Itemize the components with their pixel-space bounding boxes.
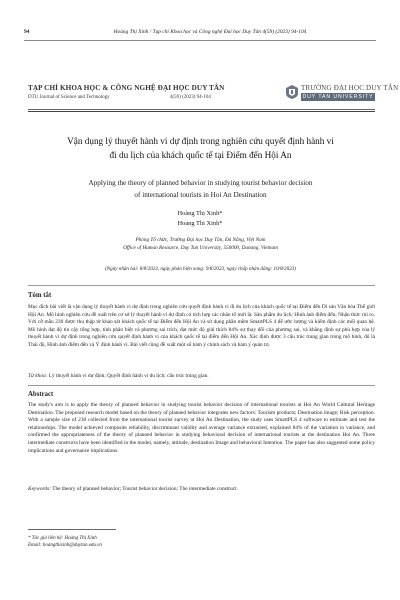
- tomtat-heading: Tóm tắt: [28, 292, 52, 299]
- affiliation-en: Office of Human Resource, Duy Tan University, 550000, Danang, Vietnam: [123, 245, 278, 251]
- title-en-line-2: of international tourists in Hoi An Destination: [134, 190, 267, 199]
- journal-volume: 4(59) (2023) 94-104: [170, 95, 211, 100]
- university-emblem-icon: [286, 85, 298, 99]
- logo-text-vi: TRƯỜNG ĐẠI HỌC DUY TÂN: [301, 84, 399, 92]
- author-name: Hoàng Thị Xinh*: [177, 210, 223, 217]
- footnote: [28, 535, 228, 549]
- keywords-label: Keywords:: [28, 486, 51, 492]
- header-rule: [28, 109, 375, 110]
- title-vi-line-2: đi du lịch của khách quốc tế tại Điểm đến Hội An: [109, 150, 292, 160]
- abstract-text: The study's aim is to apply the theory of planned behavior in studying tourist behavior decision of international tourists at Hoi An World Cultural Heritage Destination. The proposed research model based on the theory of planned behavior integrates new factors: Tourism products; Destination image; Risk perception. With a sample size of 230 collected from the international tourist survey at Hoi An Destination, the study uses SmartPLS 4 software to estimate and test the relationships. The model achieved composite reliability, discriminant validity and average variance extracted, explained 84% of the variation in variance, and confirmed the appropriateness of the theory of planned behavior in studying behavioral decision of international tourists at the destination Hoi An. Three intermediate constructs have been identified in the model, namely, attitude, destination Image and behavioral Intention. The paper has also suggested some policy implications and governance implications.: [28, 402, 375, 454]
- abstract-keywords: [28, 486, 375, 494]
- logo-text-en: DUY TAN UNIVERSITY: [302, 94, 374, 100]
- keywords-label: Từ khóa:: [28, 373, 48, 379]
- article-title-en: [48, 178, 353, 201]
- title-en-line-1: Applying the theory of planned behavior in studying tourist behavior decision: [88, 179, 313, 187]
- running-header-text: Hoàng Thị Xinh / Tạp chí Khoa học và Công nghệ Đại học Duy Tân 4(59) (2023) 94-104: [113, 29, 307, 35]
- article-title-vi: [44, 134, 357, 162]
- affiliation-vi: Phòng Tổ chức, Trường Đại học Duy Tân, Đà Nẵng, Việt Nam: [135, 237, 266, 243]
- page-number: 94: [24, 29, 30, 35]
- author-name: Hoang Thi Xinh*: [177, 219, 223, 227]
- title-vi-line-1: Vận dụng lý thuyết hành vi dự định trong nghiên cứu quyết định hành vi: [67, 136, 334, 146]
- journal-name-en: DTU Journal of Science and Technology: [28, 95, 110, 100]
- keywords-value: Lý thuyết hành vi dự định; Quyết định hành vi du lịch; cấu trúc trung gian.: [48, 373, 209, 379]
- article-dates: (Ngày nhận bài: 8/8/2023, ngày phản biện xong: 9/8/2023, ngày chấp nhận đăng: 10/8/2023): [105, 266, 296, 272]
- running-header-rule: [24, 40, 376, 41]
- section-rule: [28, 285, 375, 286]
- journal-header: [28, 84, 399, 106]
- footnote-email: Email: hoangthixinh@duytan.edu.vn: [28, 543, 102, 548]
- journal-name: TẠP CHÍ KHOA HỌC & CÔNG NGHỆ ĐẠI HỌC DUY TÂN: [28, 84, 225, 92]
- tomtat-text: Mục đích bài viết là vận dụng lý thuyết hành vi dự định trong nghiên cứu quyết định hành vi đi du lịch của khách quốc tế tại Điểm đến Di sản Văn hóa Thế giới Hội An. Mô hình nghiên cứu đề xuất trên cơ sở lý thuyết hành vi dự định có tích hợp các nhân tố mới là: Sản phẩm du lịch; Hình ảnh điểm đến; Nhận thức rủi ro. Với cỡ mẫu 230 được thu thập từ khảo sát khách quốc tế tại Điểm đến Hội An và sử dụng phần mềm SmartPLS 4 để ước lượng và kiểm định các mối quan hệ. Mô hình đạt độ tin cậy tổng hợp, tính phân biệt và phương sai trích, đạt mức độ giải thích 84% sự thay đổi của phương sai, và khẳng định sự phù hợp của lý thuyết hành vi dự định trong nghiên cứu quyết định hành vi của khách quốc tế tại điểm đến Hội An. Xác định được 3 cấu trúc trung gian trong mô hình, đó là Thái độ, Hình ảnh điểm đến và Ý định hành vi. Bài viết cũng đề xuất một số hàm ý chính sách và hàm ý quản trị.: [28, 304, 375, 348]
- tomtat-keywords: [28, 373, 375, 381]
- keywords-value: The theory of planned behavior; Tourist behavior decision; The intermediate construct.: [52, 486, 238, 492]
- footnote-rule: [28, 529, 116, 530]
- university-logo: [286, 83, 399, 105]
- header-rule-thick: [28, 111, 375, 112]
- section-rule: [28, 385, 375, 386]
- affiliation: [48, 236, 353, 252]
- abstract-heading: Abstract: [28, 391, 54, 398]
- footnote-author: * Tác giả liên hệ: Hoàng Thị Xinh: [28, 536, 97, 541]
- running-header: [24, 29, 376, 36]
- author-list: [150, 209, 250, 228]
